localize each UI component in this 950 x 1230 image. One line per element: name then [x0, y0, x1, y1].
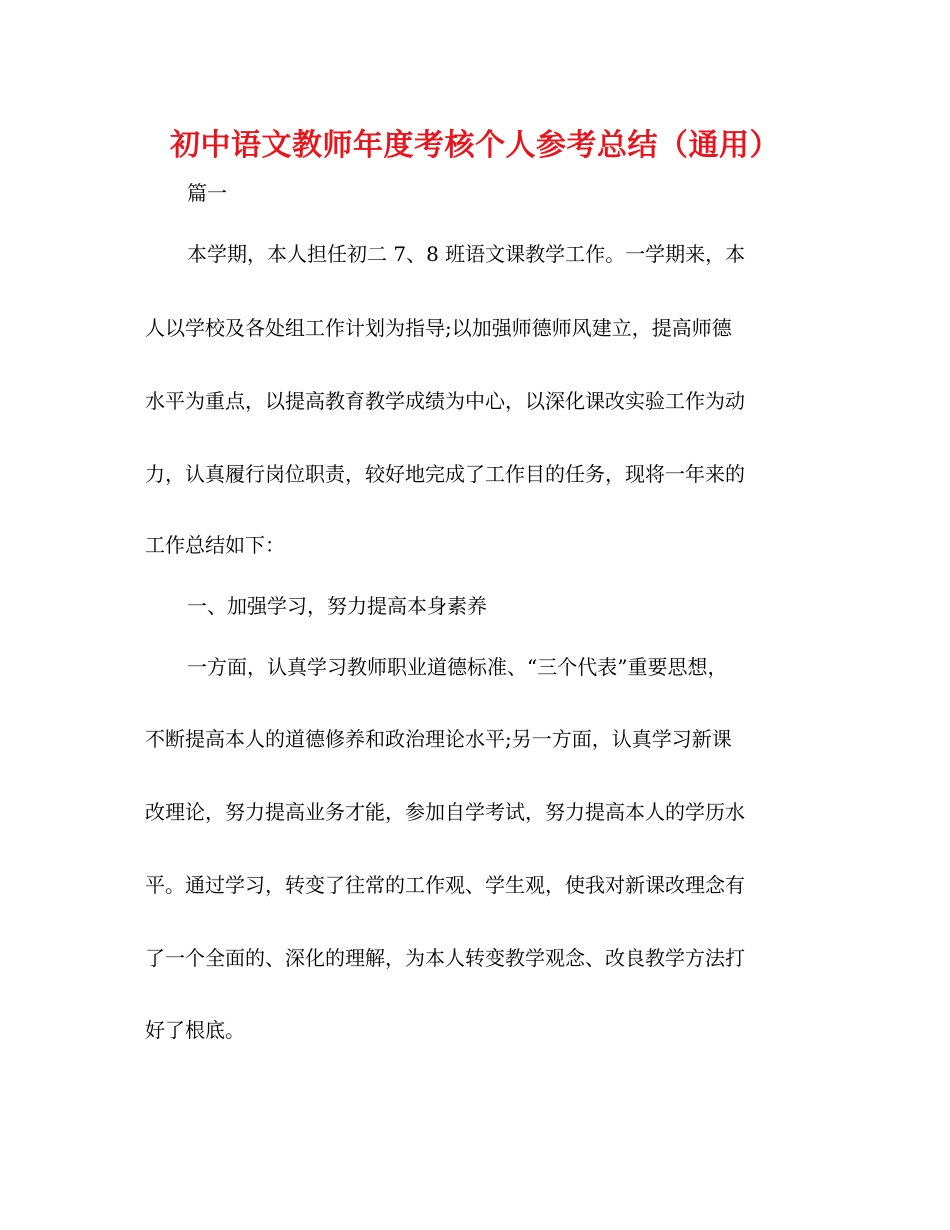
paragraph-line: 一方面，认真学习教师职业道德标准、“三个代表”重要思想， — [187, 655, 728, 679]
paragraph-line: 好了根底。 — [145, 1018, 245, 1042]
paragraph-line: 人以学校及各处组工作计划为指导;以加强师德师风建立，提高师德 — [145, 316, 732, 340]
section-label: 篇一 — [187, 181, 227, 205]
paragraph-line: 平。通过学习，转变了往常的工作观、学生观，使我对新课改理念有 — [145, 873, 745, 897]
section-heading: 一、加强学习，努力提高本身素养 — [187, 594, 487, 618]
paragraph-line: 工作总结如下： — [145, 533, 285, 557]
paragraph-line: 水平为重点，以提高教育教学成绩为中心，以深化课改实验工作为动 — [145, 389, 745, 413]
paragraph-line: 力，认真履行岗位职责，较好地完成了工作目的任务，现将一年来的 — [145, 462, 745, 486]
paragraph-line: 本学期，本人担任初二 7、8 班语文课教学工作。一学期来，本 — [187, 242, 746, 266]
paragraph-line: 不断提高本人的道德修养和政治理论水平;另一方面，认真学习新课 — [145, 727, 732, 751]
paragraph-line: 了一个全面的、深化的理解，为本人转变教学观念、改良教学方法打 — [145, 946, 745, 970]
document-title: 初中语文教师年度考核个人参考总结（通用） — [170, 128, 780, 163]
paragraph-line: 改理论，努力提高业务才能，参加自学考试，努力提高本人的学历水 — [145, 800, 745, 824]
